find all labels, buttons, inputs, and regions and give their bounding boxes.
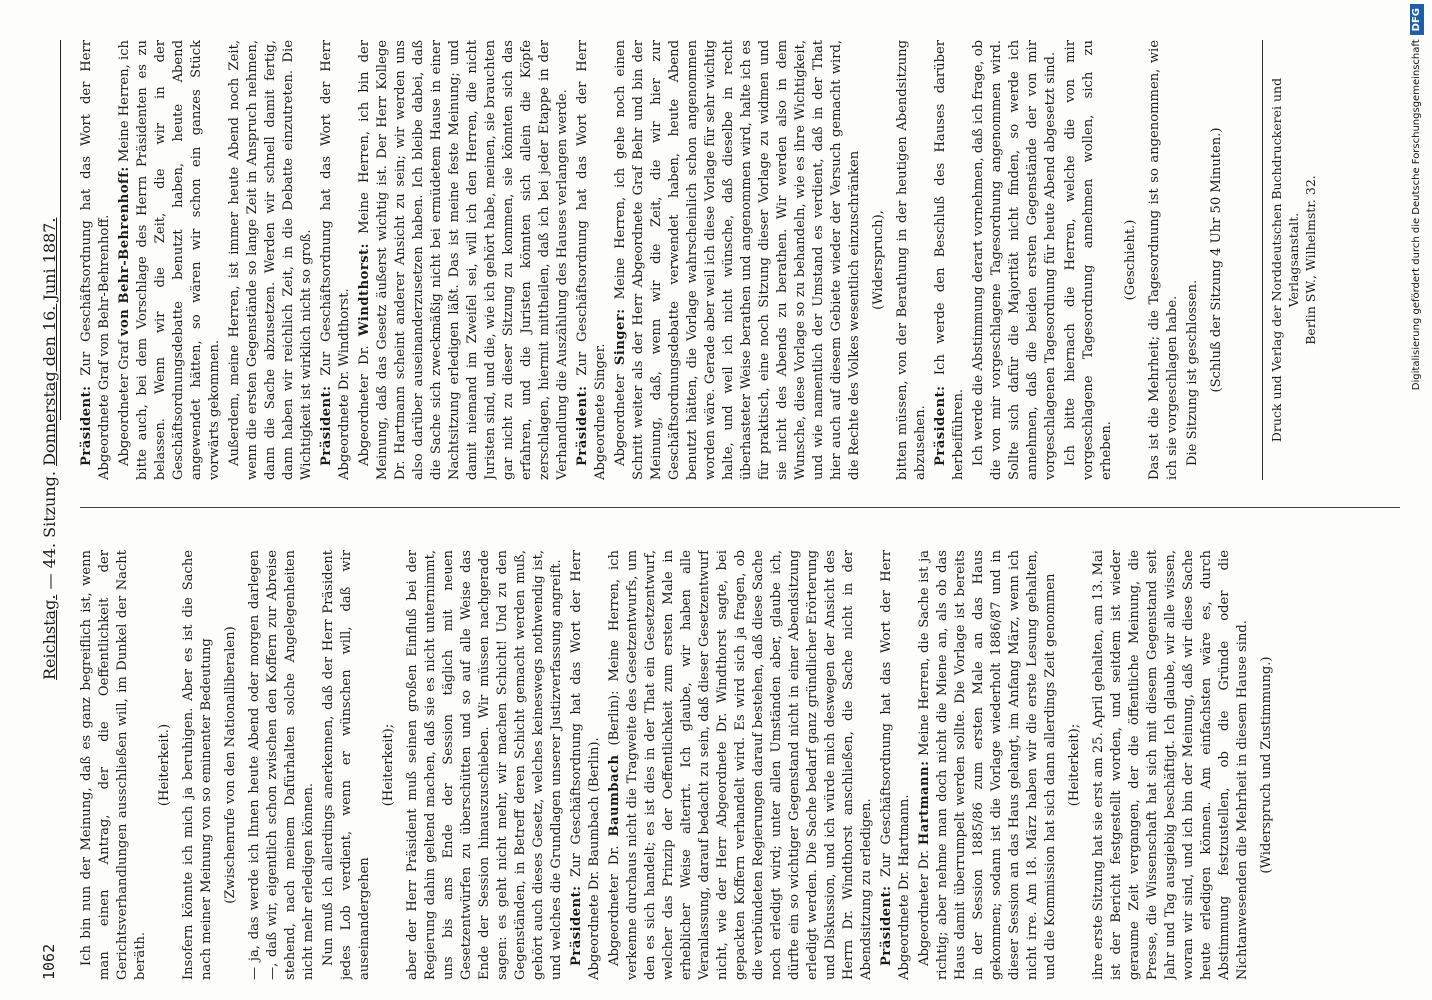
paragraph: Ich bitte hiernach die Herren, welche die von mir vorgeschlagene Tagesordnung annehmen wollen, sich zu erheben. bbox=[1063, 40, 1114, 480]
paragraph: Präsident: Zur Geschäftsordnung hat das Wort der Herr Abgeordnete Graf von Behr-Behrenhoff. bbox=[79, 40, 112, 480]
paragraph: Das ist die Mehrheit; die Tagesordnung ist so angenommen, wie ich sie vorgeschlagen habe. bbox=[1147, 40, 1180, 480]
page-number: 1062 bbox=[40, 943, 58, 980]
paragraph: — ja, das werde ich Ihnen heute Abend oder morgen darlegen —, daß wir, eigentlich schon zwischen den Koffern zur Abreise stehend, nach meinem Dafürhalten solche Angelegenheiten nicht mehr erledigen können. bbox=[247, 550, 316, 980]
session-number: — 44. Sitzung. bbox=[40, 471, 59, 590]
stage-direction: (Heiterkeit); bbox=[381, 723, 396, 807]
paragraph: Abgeordneter Graf von Behr-Behrenhoff: Meine Herren, ich bitte auch, bei dem Vorschlage des Herrn Präsidenten es zu belassen. Wenn wir die Zeit, die wir in der Geschäftsordnungsdebatte benutzt haben, heute Abend angewendet hätten, so wären wir schon ein ganzes Stück vorwärts gekommen. bbox=[117, 40, 222, 480]
paragraph: Präsident: Zur Geschäftsordnung hat das Wort der Herr Abgeordnete Singer. bbox=[575, 40, 608, 480]
right-column bbox=[78, 40, 1408, 480]
paragraph: Präsident: Zur Geschäftsordnung hat das Wort der Herr Abgeordnete Dr. Windthorst. bbox=[319, 40, 352, 480]
paragraph: Abgeordneter Dr. Baumbach (Berlin): Meine Herren, ich verkenne durchaus nicht die Tragweite des Gesetzentwurfs, um den es sich handelt; es ist dies in der That ein Gesetzentwurf, welcher das Prinzip der Oeffentlichkeit zum ersten Male in erheblicher Weise alterirt. Ich glaube, wir haben alle Veranlassung, darauf bedacht zu sein, daß dieser Gesetzentwurf nicht, wie der Herr Abgeordnete Dr. Windthorst sagte, bei gepackten Koffern verhandelt wird. Es wird sich ja fragen, ob die verbündeten Regierungen darauf bestehen, daß diese Sache noch erledigt wird; unter allen Umständen aber, glaube ich, dürfte ein so wichtiger Gegenstand nicht in einer Abendsitzung erledigt werden. Die Sache bedarf ganz gründlicher Erörterung und Diskussion, und ich würde mich deswegen der Ansicht des Herrn Dr. Windthorst anschließen, die Sache nicht in der Abendsitzung zu erledigen. bbox=[607, 550, 874, 980]
speaker-name: Präsident: bbox=[79, 385, 94, 466]
paragraph: Nun muß ich allerdings anerkennen, daß der Herr Präsident jedes Lob verdient, wenn er wünschen will, daß wir auseinandergehen bbox=[321, 550, 372, 980]
imprint-rule bbox=[1262, 40, 1263, 480]
imprint-line-1: Druck und Verlag der Norddeutschen Buchdruckerei und Verlagsanstalt. bbox=[1269, 77, 1301, 443]
speaker-name: Präsident: bbox=[575, 385, 590, 466]
speaker-name: Hartmann: bbox=[917, 760, 932, 846]
paragraph: Präsident: Zur Geschäftsordnung hat das Wort der Herr Abgeordnete Dr. Baumbach (Berlin). bbox=[569, 550, 602, 980]
header-rule bbox=[60, 40, 61, 420]
running-head bbox=[40, 218, 59, 680]
speaker-name: Singer: bbox=[613, 308, 628, 366]
dfg-logo: DFG bbox=[1410, 4, 1424, 35]
paragraph: Abgeordneter Dr. Hartmann: Meine Herren, die Sache ist ja richtig; aber nehme man doch nicht die Miene an, als ob das Haus damit überrumpelt werden sollte. Die Vorlage ist bereits in der Session 1885/86 zum ersten Male an das Haus gekommen; sodann ist die Vorlage wiederholt 1886/87 und in dieser Session an das Haus gelangt, im Anfang März, wenn ich nicht irre. Am 18. März haben wir die erste Lesung gehalten, und die Kommission hat sich dann allerdings Zeit genommen bbox=[917, 550, 1058, 980]
paragraph: Ich bin nun der Meinung, daß es ganz begreiflich ist, wenn man einen Antrag, der die Oeffentlichkeit der Gerichtsverhandlungen ausschließen will, im Dunkel der Nacht beräth. bbox=[79, 550, 148, 980]
paragraph: Ich werde die Abstimmung derart vornehmen, daß ich frage, ob die von mir vorgeschlagene Tagesordnung angenommen wird. Sollte sich dafür die Majorität nicht finden, so werde ich annehmen, daß die beiden ersten Gegenstände der von mir vorgeschlagenen Tagesordnung für heute Abend abgesetzt sind. bbox=[971, 40, 1058, 480]
stage-direction: (Geschieht.) bbox=[1123, 219, 1138, 301]
paragraph: bitten müssen, von der Berathung in der heutigen Abendsitzung abzusehen. bbox=[895, 40, 928, 480]
speaker-name: Windthorst: bbox=[357, 243, 372, 337]
left-column bbox=[78, 550, 1408, 980]
stage-direction: (Widerspruch und Zustimmung.) bbox=[1259, 656, 1274, 874]
paragraph: Präsident: Zur Geschäftsordnung hat das Wort der Herr Abgeordnete Dr. Hartmann. bbox=[879, 550, 912, 980]
stage-direction: (Zwischenrufe von den Nationalliberalen) bbox=[223, 626, 238, 904]
paragraph: ihre erste Sitzung hat sie erst am 25. April gehalten, am 13. Mai ist der Bericht festgestellt worden, und seitdem ist wieder geraume Zeit vergangen, der die öffentliche Meinung, die Presse, die Wissenschaft hat sich mit diesem Gegenstand seit Jahr und Tag ausgiebig beschäftigt. Ich glaube, wir alle wissen, woran wir sind, und ich bin der Meinung, daß wir diese Sache heute erledigen können. Am einfachsten wäre es, durch Abstimmung festzustellen, ob die Gründe oder die Nichtanwesenden die Mehrheit in diesem Hause sind. bbox=[1091, 550, 1250, 980]
stage-direction: (Heiterkeit); bbox=[1067, 723, 1082, 807]
chamber-name: Reichstag. bbox=[40, 594, 59, 680]
speaker-name: Präsident: bbox=[933, 385, 948, 466]
dfg-funding-note bbox=[1406, 4, 1428, 996]
paragraph: Außerdem, meine Herren, ist immer heute Abend noch Zeit, wenn die ersten Gegenstände so lange Zeit in Anspruch nehmen, dann die Sache abzusetzen. Werden wir schnell damit fertig, dann haben wir reichlich Zeit, in die Debatte einzutreten. Die Wichtigkeit ist wirklich nicht so groß. bbox=[227, 40, 314, 480]
speaker-name: Präsident: bbox=[569, 885, 584, 966]
stage-direction: (Widerspruch), bbox=[871, 210, 886, 310]
paragraph: Abgeordneter Dr. Windthorst: Meine Herren, ich bin der Meinung, daß das Gesetz äußerst wichtig ist. Der Herr Kollege Dr. Hartmann scheint anderer Ansicht zu sein; wir werden uns also darüber auseinanderzusetzen haben. Ich bleibe dabei, daß die Sache sich zweckmäßig nicht bei ermüdetem Hause in einer Nachtsitzung erledigen läßt. Das ist meine feste Meinung; und damit niemand im Zweifel sei, will ich den Herren, die nicht Juristen sind, und die, wie ich gehört habe, meinen, sie brauchten gar nicht zu dieser Sitzung zu kommen, sie könnten sich das erfahren, und die Juristen könnten sich allein die Köpfe zerschlagen, hiermit mittheilen, daß ich bei jeder Etappe in der Verhandlung die Auszählung des Hauses verlangen werde. bbox=[357, 40, 570, 480]
page-header bbox=[40, 40, 64, 980]
dfg-text: Digitalisierung gefördert durch die Deutsche Forschungsgemeinschaft bbox=[1411, 39, 1422, 391]
paragraph: aber der Herr Präsident muß seinen großen Einfluß bei der Regierung dahin geltend machen, daß sie es nicht unternimmt, uns bis ans Ende der Session täglich mit neuen Gesetzentwürfen zu überschütten und so auf alle Weise das Ende der Session hinauszuschieben. Wir müssen nachgerade sagen: es geht nicht mehr, wir machen Schicht! Und zu den Gegenständen, in Betreff deren Schicht gemacht werden muß, gehört auch dieses Gesetz, welches keineswegs nothwendig ist, und welches die Grundlagen unserer Justizverfassung angreift. bbox=[405, 550, 564, 980]
stage-direction: (Schluß der Sitzung 4 Uhr 50 Minuten.) bbox=[1209, 127, 1224, 393]
speaker-name: von Behr-Behrenhoff: bbox=[117, 166, 132, 337]
speaker-name: Baumbach bbox=[607, 754, 622, 837]
paragraph: Insofern könnte ich mich ja beruhigen. Aber es ist die Sache nach meiner Meinung von so eminenter Bedeutung bbox=[181, 550, 214, 980]
stage-direction: (Heiterkeit.) bbox=[157, 723, 172, 807]
column-divider bbox=[80, 507, 1400, 508]
paragraph: Abgeordneter Singer: Meine Herren, ich gehe noch einen Schritt weiter als der Herr Abgeordnete Graf Behr und bin der Meinung, daß, wenn wir die Zeit, die wir hier zur Geschäftsordnungsdebatte verwendet haben, heute Abend benutzt hätten, die Vorlage wahrscheinlich schon angenommen worden wäre. Gerade aber weil ich diese Vorlage für sehr wichtig halte, und weil ich nicht wünsche, daß dieselbe in recht überhasteter Weise berathen und angenommen wird, halte ich es für praktisch, eine noch Sitzung dieser Vorlage zu widmen und sie nicht des Abends zu berathen. Wir werden also in dem Wunsche, diese Vorlage so zu behandeln, wie es ihre Wichtigkeit, und wie namentlich der Umstand es verdient, daß in der That hier auch auf diesem Gebiete wieder der Versuch gemacht wird, die Rechte des Volkes wesentlich einzuschränken bbox=[613, 40, 862, 480]
imprint-line-2: Berlin SW., Wilhelmstr. 32. bbox=[1303, 175, 1318, 345]
session-date: Donnerstag den 16. Juni 1887. bbox=[40, 217, 59, 466]
paragraph: Die Sitzung ist geschlossen. bbox=[1185, 279, 1200, 466]
printer-imprint bbox=[1268, 40, 1319, 480]
speaker-name: Präsident: bbox=[879, 885, 894, 966]
speaker-name: Präsident: bbox=[319, 385, 334, 466]
paragraph: Präsident: Ich werde den Beschluß des Hauses darüber herbeiführen. bbox=[933, 40, 966, 480]
